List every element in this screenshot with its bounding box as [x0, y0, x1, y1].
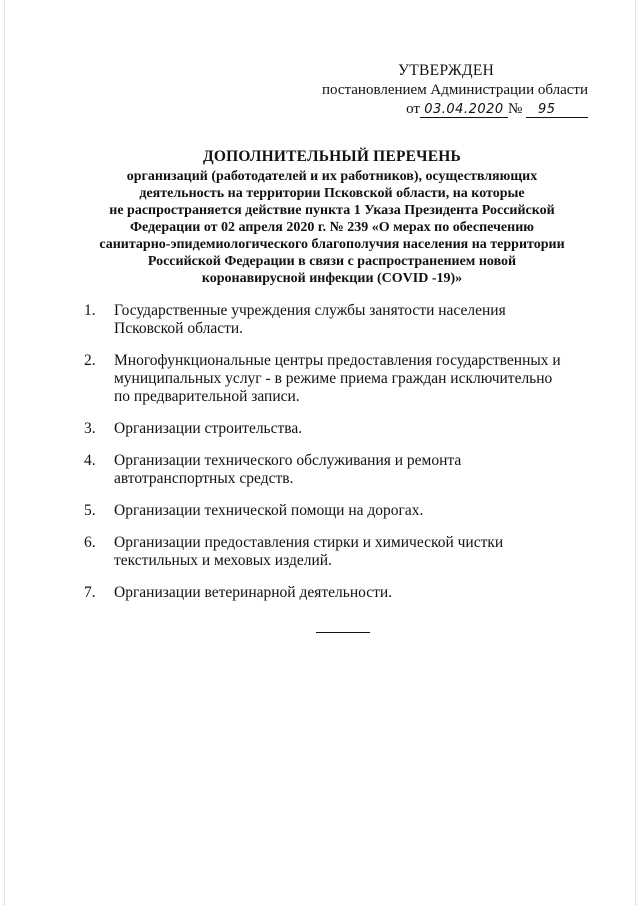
- end-divider: [316, 632, 370, 633]
- document-subtitle: [72, 168, 592, 287]
- list-item-line: Псковской области.: [114, 320, 244, 337]
- list-item-line: текстильных и меховых изделий.: [114, 552, 332, 569]
- scan-edge-right: [635, 0, 637, 905]
- subtitle-line: Российской Федерации в связи с распространением новой: [147, 254, 517, 269]
- list-item-line: Государственные учреждения службы занятости населения: [114, 302, 506, 319]
- subtitle-line: организаций (работодателей и их работников), осуществляющих: [126, 169, 538, 184]
- subtitle-line: санитарно-эпидемиологического благополучия населения на территории: [99, 237, 565, 252]
- list-item-line: муниципальных услуг - в режиме приема граждан исключительно: [114, 370, 553, 387]
- list-item-number: 2.: [84, 352, 96, 369]
- list-item: [84, 420, 604, 438]
- list-item: [84, 452, 604, 488]
- subtitle-line: деятельность на территории Псковской области, на которые: [139, 186, 525, 201]
- subtitle-line: Федерации от 02 апреля 2020 г. № 239 «О мерах по обеспечению: [130, 220, 534, 235]
- date-prefix: от: [406, 101, 420, 117]
- list-item-line: Организации технической помощи на дорогах.: [114, 502, 424, 519]
- handwritten-date: 03.04.2020: [420, 103, 508, 118]
- approval-heading: УТВЕРЖДЕН: [398, 62, 495, 79]
- handwritten-number: 95: [526, 103, 588, 118]
- list-item-number: 5.: [84, 502, 96, 519]
- approval-stamp-block: [308, 62, 588, 118]
- list-item-number: 7.: [84, 584, 96, 601]
- list-item: [84, 302, 604, 338]
- list-item: [84, 502, 604, 520]
- list-item: [84, 352, 604, 406]
- organizations-list: [84, 302, 604, 616]
- document-title: ДОПОЛНИТЕЛЬНЫЙ ПЕРЕЧЕНЬ: [202, 148, 462, 165]
- list-item-number: 6.: [84, 534, 96, 551]
- document-title-block: [72, 147, 592, 287]
- list-item-line: по предварительной записи.: [114, 388, 300, 405]
- list-item: [84, 534, 604, 570]
- list-item-line: Организации ветеринарной деятельности.: [114, 584, 393, 601]
- scan-edge-left: [4, 0, 6, 905]
- approval-by-line: постановлением Администрации области: [321, 82, 588, 98]
- list-item: [84, 584, 604, 602]
- list-item-line: Организации технического обслуживания и ремонта: [114, 452, 462, 469]
- approval-date-line: [308, 100, 588, 118]
- number-prefix: №: [507, 101, 523, 117]
- list-item-number: 3.: [84, 420, 96, 437]
- subtitle-line: коронавирусной инфекции (COVID -19)»: [201, 271, 463, 286]
- list-item-line: Организации предоставления стирки и химической чистки: [114, 534, 504, 551]
- subtitle-line: не распространяется действие пункта 1 Указа Президента Российской: [109, 203, 555, 218]
- list-item-number: 4.: [84, 452, 96, 469]
- list-item-number: 1.: [84, 302, 96, 319]
- list-item-line: Организации строительства.: [114, 420, 303, 437]
- list-item-line: Многофункциональные центры предоставления государственных и: [114, 352, 561, 369]
- list-item-line: автотранспортных средств.: [114, 470, 294, 487]
